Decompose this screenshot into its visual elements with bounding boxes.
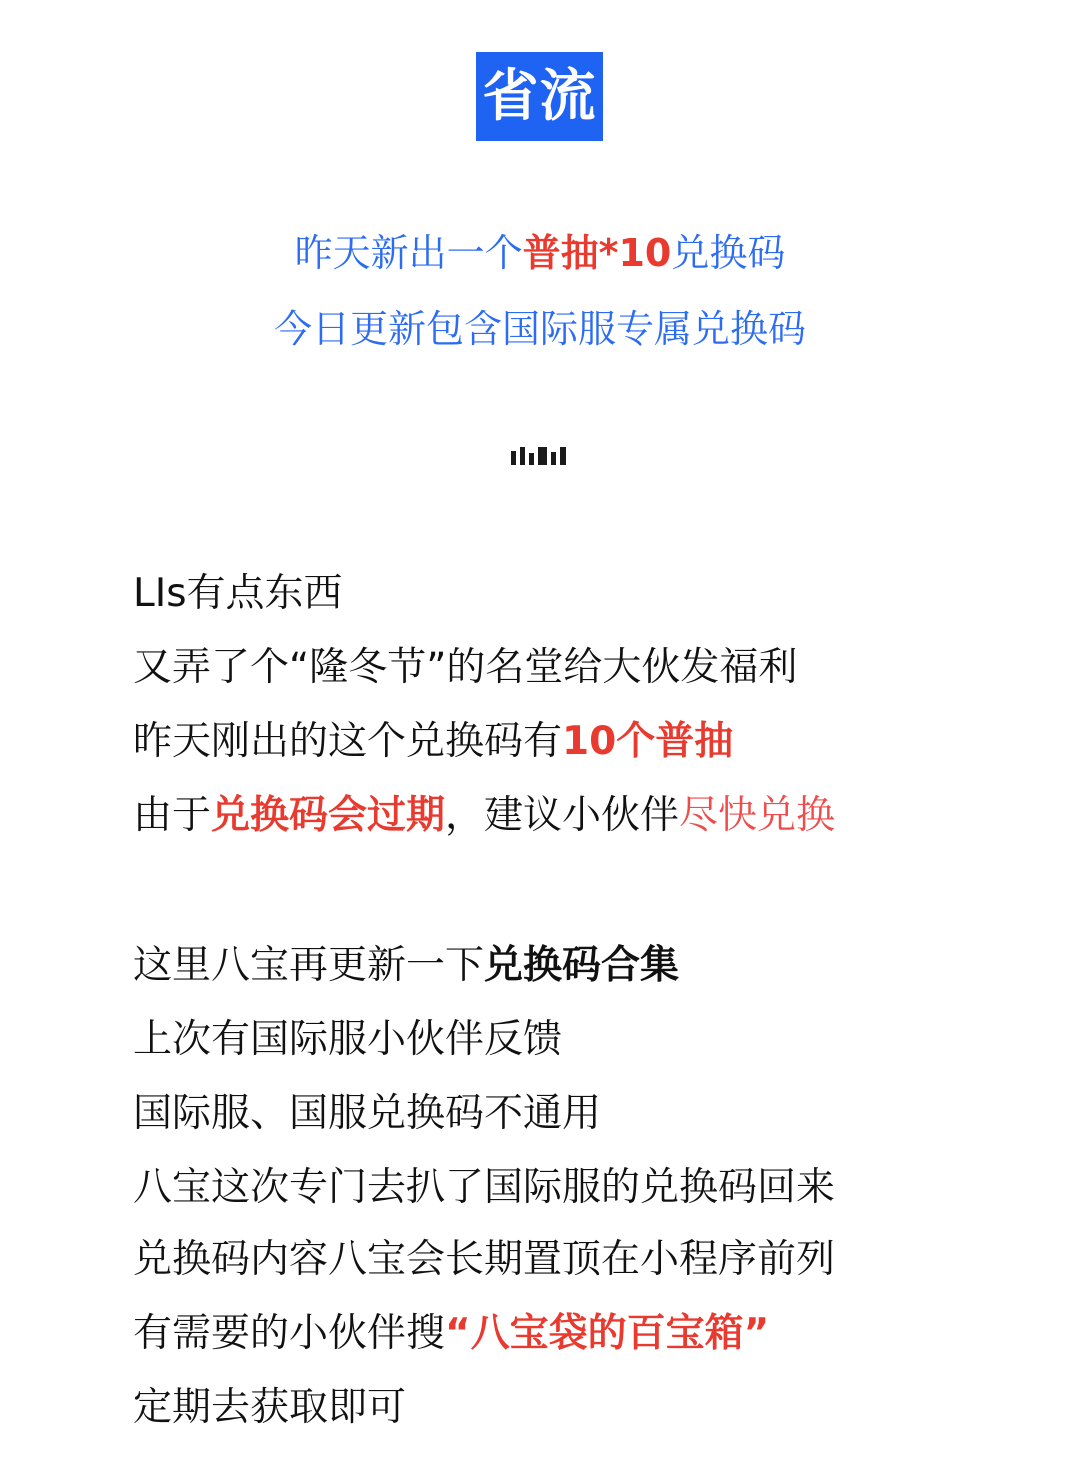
divider-bar: [529, 453, 534, 465]
section2-line-2: 上次有国际服小伙伴反馈: [133, 1017, 563, 1062]
divider-bar: [520, 447, 525, 465]
section1-line-4-highlight-2: 尽快兑换: [679, 793, 836, 838]
divider-bar: [560, 447, 566, 465]
section1-line-3-pre: 昨天刚出的这个兑换码有: [133, 719, 563, 764]
section1-line-3-highlight: 10个普抽: [562, 719, 734, 764]
summary-line-1-post: 兑换码: [671, 231, 786, 275]
section2-line-6-pre: 有需要的小伙伴搜: [133, 1311, 446, 1356]
section1-line-4-pre: 由于: [133, 793, 212, 838]
section1-line-4: [133, 792, 835, 840]
section2-line-1-bold: 兑换码合集: [484, 943, 680, 988]
section1-line-1: LIs有点东西: [133, 571, 343, 616]
section2-line-6-highlight: “八宝袋的百宝箱”: [445, 1311, 770, 1356]
summary-line-1: [0, 228, 1080, 278]
section2-line-3: 国际服、国服兑换码不通用: [133, 1091, 602, 1136]
divider-bar: [551, 452, 556, 465]
summary-line-2: 今日更新包含国际服专属兑换码: [273, 307, 806, 351]
section2-line-6: [133, 1310, 769, 1358]
divider-bar: [511, 451, 516, 465]
section2-line-1-pre: 这里八宝再更新一下: [133, 943, 485, 988]
section1-line-4-mid: ，建议小伙伴: [445, 793, 680, 838]
section2-line-1: [133, 942, 679, 990]
divider-bar: [538, 447, 547, 465]
section2-line-4: 八宝这次专门去扒了国际服的兑换码回来: [133, 1165, 836, 1210]
summary-line-1-highlight: 普抽*10: [522, 231, 672, 275]
bar-divider-icon: [511, 447, 571, 465]
section2-line-7: 定期去获取即可: [133, 1385, 407, 1430]
summary-line-1-pre: 昨天新出一个: [294, 231, 523, 275]
section1-line-2: 又弄了个“隆冬节”的名堂给大伙发福利: [133, 645, 798, 690]
section1-line-4-highlight-1: 兑换码会过期: [211, 793, 446, 838]
section2-line-5: 兑换码内容八宝会长期置顶在小程序前列: [133, 1237, 836, 1282]
section1-line-3: [133, 718, 733, 766]
summary-title-badge: 省流: [476, 52, 603, 141]
